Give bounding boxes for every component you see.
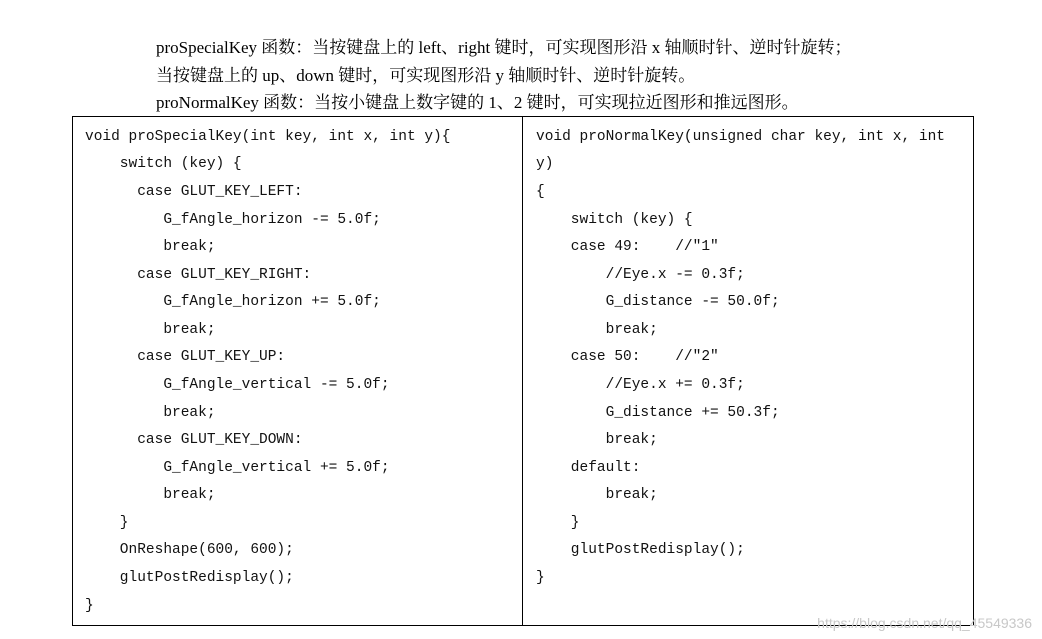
code-line: } (536, 570, 545, 586)
intro-line-3: proNormalKey 函数：当按小键盘上数字键的 1、2 键时，可实现拉近图形和推远图形。 (156, 93, 799, 112)
code-line: break; (536, 432, 658, 448)
code-line: default: (536, 460, 641, 476)
code-line: G_fAngle_horizon -= 5.0f; (85, 212, 381, 228)
code-line: } (85, 515, 129, 531)
code-line: G_fAngle_horizon += 5.0f; (85, 294, 381, 310)
code-line: break; (85, 322, 216, 338)
code-line: case GLUT_KEY_DOWN: (85, 432, 303, 448)
code-line: break; (85, 487, 216, 503)
code-line: switch (key) { (536, 212, 693, 228)
code-line: break; (85, 405, 216, 421)
code-line: glutPostRedisplay(); (536, 542, 745, 558)
code-line: void proSpecialKey(int key, int x, int y){ (85, 129, 451, 145)
code-line: break; (536, 322, 658, 338)
code-line: } (536, 515, 580, 531)
code-line: void proNormalKey(unsigned char key, int x, int (536, 129, 945, 145)
code-line: case GLUT_KEY_RIGHT: (85, 267, 312, 283)
intro-line-1: proSpecialKey 函数：当按键盘上的 left、right 键时，可实现图形沿 x 轴顺时针、逆时针旋转； (156, 38, 852, 57)
code-line: } (85, 598, 94, 614)
intro-paragraph (156, 34, 1016, 117)
code-line: OnReshape(600, 600); (85, 542, 294, 558)
code-line: switch (key) { (85, 156, 242, 172)
code-line: y) (536, 156, 554, 172)
code-line: glutPostRedisplay(); (85, 570, 294, 586)
code-line: G_distance -= 50.0f; (536, 294, 780, 310)
code-line: //Eye.x -= 0.3f; (536, 267, 745, 283)
code-line: case 50: //"2" (536, 349, 719, 365)
code-line: { (536, 184, 545, 200)
code-line: //Eye.x += 0.3f; (536, 377, 745, 393)
code-line: case GLUT_KEY_LEFT: (85, 184, 303, 200)
code-line: break; (536, 487, 658, 503)
code-line: case 49: //"1" (536, 239, 719, 255)
watermark: https://blog.csdn.net/qq_45549336 (817, 615, 1032, 631)
right-code-cell (523, 117, 973, 625)
code-line: break; (85, 239, 216, 255)
code-line: G_distance += 50.3f; (536, 405, 780, 421)
left-code-cell (73, 117, 523, 625)
code-line: case GLUT_KEY_UP: (85, 349, 286, 365)
code-table (72, 116, 974, 626)
code-line: G_fAngle_vertical += 5.0f; (85, 460, 390, 476)
intro-line-2: 当按键盘上的 up、down 键时，可实现图形沿 y 轴顺时针、逆时针旋转。 (156, 65, 696, 85)
code-line: G_fAngle_vertical -= 5.0f; (85, 377, 390, 393)
